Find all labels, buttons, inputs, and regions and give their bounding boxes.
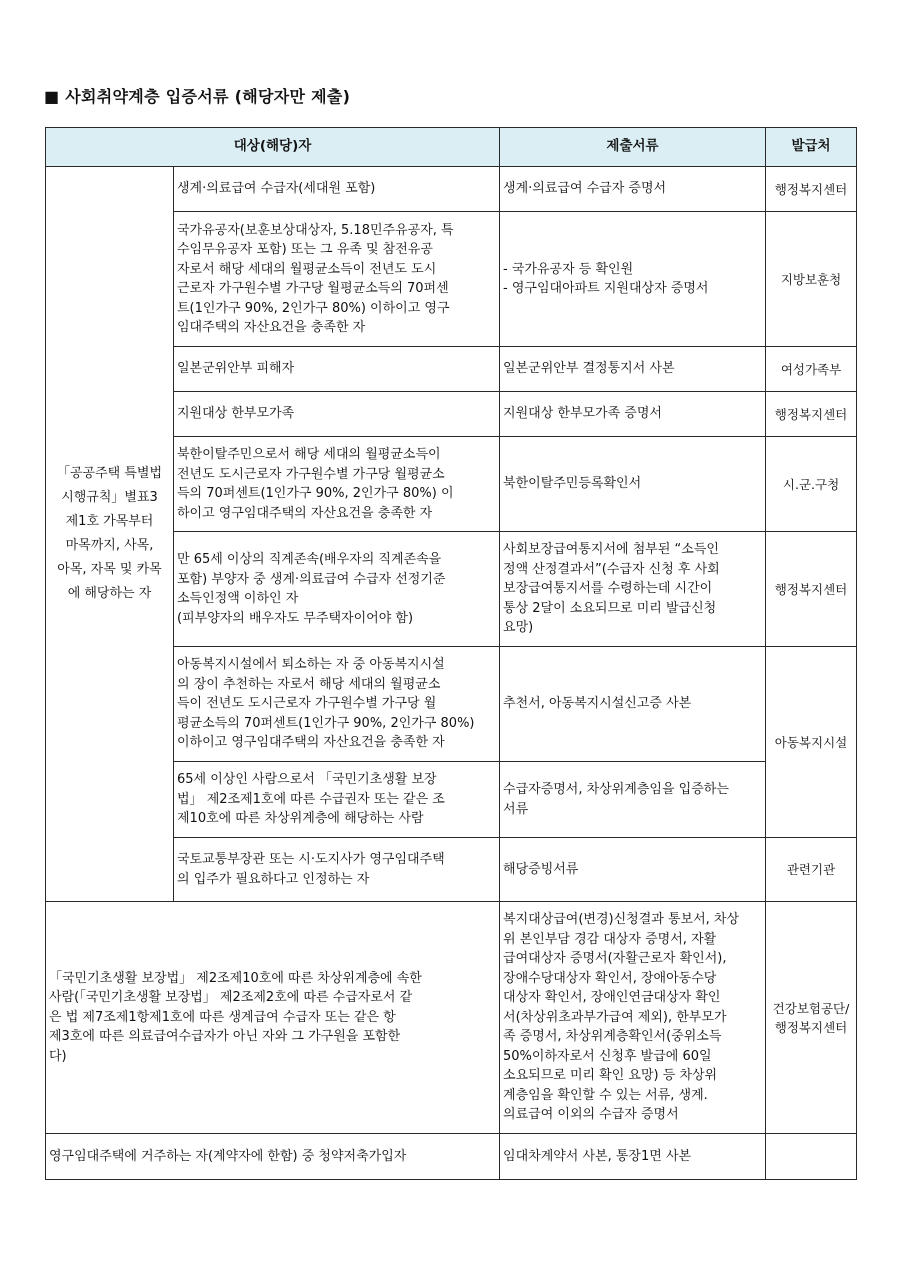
text-line: 생계‧의료급여 수급자 증명서 [503,181,667,197]
text-line: 요망) [503,620,534,636]
issuer-cell: 행정복지센터 [766,167,857,212]
docs-cell [500,437,766,532]
group-label-line: 「공공주택 특별법 [56,466,163,481]
issuer-cell: 시.군.구청 [766,437,857,532]
text-line: 제3호에 따른 의료급여수급자가 아닌 자와 그 가구원을 포함한 [49,1029,401,1045]
group-label-line: 에 해당하는 자 [67,586,152,601]
text-line: 사회보장급여통지서에 첨부된 “소득인 [503,542,719,558]
text-line: 행정복지센터 [774,1019,848,1035]
docs-cell [500,347,766,392]
text-line: 수급자증명서, 차상위계층임을 입증하는 [503,782,729,797]
text-line: 임대주택의 자산요건을 충족한 자 [177,320,366,335]
group-label-line: 아목, 자목 및 카목 [57,562,162,577]
text-line: 득의 70퍼센트(1인가구 90%, 2인가구 80%) 이 [177,486,454,501]
documents-table [45,127,857,1180]
header-target: 대상(해당)자 [46,128,500,167]
target-cell [174,838,500,902]
text-line: 복지대상급여(변경)신청결과 통보서, 차상 [503,912,740,928]
text-line: 의 장이 추천하는 자로서 해당 세대의 월평균소 [177,676,441,692]
issuer-cell: 여성가족부 [766,347,857,392]
text-line: 국가유공자(보훈보상대상자, 5.18민주유공자, 특 [177,222,454,238]
docs-cell [500,762,766,838]
text-line: 북한이탈주민으로서 해당 세대의 월평균소득이 [177,447,441,462]
group-label-line: 시행규칙」별표3 [61,490,158,505]
text-line: 사람(「국민기초생활 보장법」 제2조제2호에 따른 수급자로서 같 [49,990,413,1006]
text-line: 소득인정액 이하인 자 [177,591,299,606]
text-line: 생계‧의료급여 수급자(세대원 포함) [177,181,376,197]
target-cell [174,212,500,347]
target-cell [174,347,500,392]
issuer-cell: 행정복지센터 [766,532,857,647]
text-line: 통상 2달이 소요되므로 미리 발급신청 [503,600,717,616]
text-line: 건강보험공단/ [772,1000,850,1016]
text-line: 「국민기초생활 보장법」 제2조제10호에 따른 차상위계층에 속한 [49,970,422,986]
issuer-cell: 아동복지시설 [766,647,857,838]
text-line: 이하이고 영구임대주택의 자산요건을 충족한 자 [177,735,445,751]
header-row [46,128,857,167]
text-line: 해당증빙서류 [503,861,579,877]
text-line: 임대차계약서 사본, 통장1면 사본 [503,1148,692,1164]
text-line: - 영구임대아파트 지원대상자 증명서 [503,281,709,296]
text-line: 수임무유공자 포함) 또는 그 유족 및 참전유공 [177,242,433,257]
docs-cell [500,392,766,437]
text-line: 의 입주가 필요하다고 인정하는 자 [177,871,370,887]
text-line: 장애수당대상자 확인서, 장애아동수당 [503,970,717,986]
group-label-line: 마목까지, 사목, [65,538,154,553]
text-line: 50%이하자로서 신청후 발급에 60일 [503,1048,712,1064]
group-label-cell [46,167,174,902]
text-line: - 국가유공자 등 확인원 [503,261,634,277]
target-cell [174,167,500,212]
text-line: 근로자 가구원수별 가구당 월평균소득의 70퍼센 [177,281,449,296]
table-row [46,1134,857,1180]
target-cell [174,532,500,647]
text-line: 일본군위안부 결정통지서 사본 [503,361,675,377]
text-line: 자로서 해당 세대의 월평균소득이 전년도 도시 [177,261,437,277]
text-line: 급여대상자 증명서(자활근로자 확인서), [503,951,727,967]
target-cell [46,902,500,1134]
text-line: 평균소득의 70퍼센트(1인가구 90%, 2인가구 80%) [177,715,475,731]
docs-cell [500,167,766,212]
text-line: 다) [49,1048,67,1064]
text-line: 득이 전년도 도시근로자 가구원수별 가구당 월 [177,696,437,712]
text-line: 지원대상 한부모가족 [177,406,295,422]
table-row [46,902,857,1134]
text-line: 족 증명서, 차상위계층확인서(중위소득 [503,1029,722,1045]
text-line: 서(차상위초과부가급여 제외), 한부모가 [503,1009,727,1025]
text-line: 위 본인부담 경감 대상자 증명서, 자활 [503,931,717,947]
docs-cell [500,838,766,902]
target-cell [174,647,500,762]
text-line: 트(1인가구 90%, 2인가구 80%) 이하이고 영구 [177,300,450,316]
issuer-cell [766,902,857,1134]
target-cell [46,1134,500,1180]
docs-cell [500,532,766,647]
header-docs: 제출서류 [500,128,766,167]
text-line: 계층임을 확인할 수 있는 서류, 생계. [503,1087,708,1103]
text-line: (피부양자의 배우자도 무주택자이어야 함) [177,610,414,626]
group-label-line: 제1호 가목부터 [65,514,154,529]
table-row [46,167,857,212]
text-line: 아동복지시설에서 퇴소하는 자 중 아동복지시설 [177,657,445,673]
text-line: 보장급여통지서를 수령하는데 시간이 [503,581,713,597]
issuer-cell: 지방보훈청 [766,212,857,347]
text-line: 일본군위안부 피해자 [177,361,295,377]
text-line: 만 65세 이상의 직계존속(배우자의 직계존속을 [177,552,442,567]
text-line: 영구임대주택에 거주하는 자(계약자에 한함) 중 청약저축가입자 [49,1148,407,1164]
issuer-cell: 행정복지센터 [766,392,857,437]
header-issuer: 발급처 [766,128,857,167]
text-line: 법」 제2조제1호에 따른 수급권자 또는 같은 조 [177,791,445,807]
docs-cell [500,647,766,762]
text-line: 소요되므로 미리 확인 요망) 등 차상위 [503,1068,718,1084]
docs-cell [500,212,766,347]
text-line: 포함) 부양자 중 생계‧의료급여 수급자 선정기준 [177,571,446,587]
text-line: 북한이탈주민등록확인서 [503,476,642,492]
target-cell [174,762,500,838]
section-title: ■ 사회취약계층 입증서류 (해당자만 제출) [44,87,351,106]
text-line: 서류 [503,801,529,817]
text-line: 정액 산정결과서”(수급자 신청 후 사회 [503,561,720,577]
target-cell [174,437,500,532]
text-line: 대상자 확인서, 장애인연금대상자 확인 [503,990,721,1006]
text-line: 제10호에 따른 차상위계층에 해당하는 사람 [177,811,424,827]
text-line: 은 법 제7조제1항제1호에 따른 생계급여 수급자 또는 같은 항 [49,1009,396,1025]
issuer-cell: 관련기관 [766,838,857,902]
text-line: 의료급여 이외의 수급자 증명서 [503,1107,679,1123]
text-line: 추천서, 아동복지시설신고증 사본 [503,696,692,712]
text-line: 전년도 도시근로자 가구원수별 가구당 월평균소 [177,466,445,482]
issuer-cell [766,1134,857,1180]
text-line: 65세 이상인 사람으로서 「국민기초생활 보장 [177,772,437,788]
docs-cell [500,1134,766,1180]
text-line: 국토교통부장관 또는 시‧도지사가 영구임대주택 [177,852,445,867]
text-line: 지원대상 한부모가족 증명서 [503,406,662,422]
docs-cell [500,902,766,1134]
target-cell [174,392,500,437]
text-line: 하이고 영구임대주택의 자산요건을 충족한 자 [177,505,433,521]
